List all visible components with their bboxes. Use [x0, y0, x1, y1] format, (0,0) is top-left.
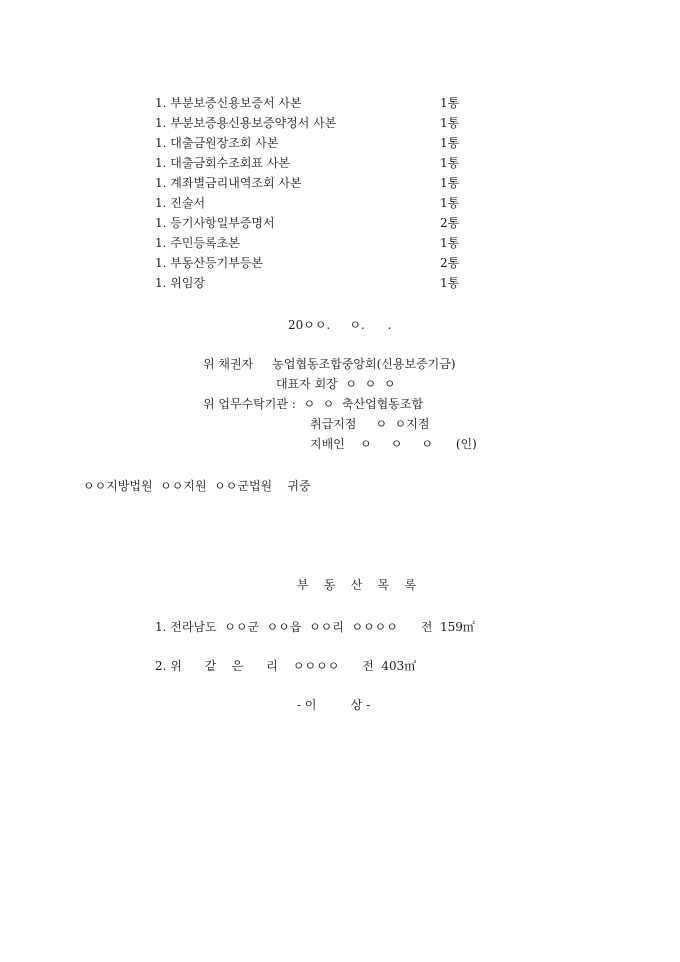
attachment-count: 1통 [440, 196, 460, 210]
handling-branch: 취급지점 ㅇ ㅇ지점 [310, 417, 430, 431]
attachment-count: 1통 [440, 176, 460, 190]
attachment-label: 1. 부분보증신용보증서 사본 [155, 96, 302, 110]
attachment-count: 1통 [440, 156, 460, 170]
attachment-count: 2통 [440, 256, 460, 270]
attachment-label: 1. 등기사항일부증명서 [155, 216, 275, 230]
attachment-label: 1. 계좌별금리내역조회 사본 [155, 176, 302, 190]
court-addressee: ㅇㅇ지방법원 ㅇㅇ지원 ㅇㅇ군법원 귀중 [83, 479, 311, 493]
attachment-count: 1통 [440, 96, 460, 110]
attachment-count: 1통 [440, 236, 460, 250]
property-list-title: 부 동 산 목 록 [297, 578, 416, 592]
attachment-label: 1. 부분보증용신용보증약정서 사본 [155, 116, 337, 130]
attachment-label: 1. 위임장 [155, 276, 206, 290]
attachment-label: 1. 부동산등기부등본 [155, 256, 264, 270]
trustee-institution: 위 업무수탁기관 : ㅇ ㅇ 축산업협동조합 [203, 397, 424, 411]
attachment-count: 2통 [440, 216, 460, 230]
attachment-count: 1통 [440, 136, 460, 150]
attachment-label: 1. 대출금원장조회 사본 [155, 136, 279, 150]
branch-manager: 지배인 ㅇ ㅇ ㅇ (인) [310, 437, 477, 451]
end-mark: - 이 상 - [297, 698, 371, 712]
attachment-label: 1. 주민등록초본 [155, 236, 240, 250]
document-date: 20ㅇㅇ. ㅇ. . [288, 318, 392, 332]
property-item: 1. 전라남도 ㅇㅇ군 ㅇㅇ읍 ㅇㅇ리 ㅇㅇㅇㅇ 전 159㎡ [155, 620, 475, 634]
creditor-representative: 대표자 회장 ㅇ ㅇ ㅇ [276, 377, 396, 391]
property-item: 2. 위 같 은 리 ㅇㅇㅇㅇ 전 403㎡ [155, 659, 417, 673]
attachment-label: 1. 진술서 [155, 196, 206, 210]
attachment-label: 1. 대출금회수조회표 사본 [155, 156, 290, 170]
attachment-count: 1통 [440, 116, 460, 130]
attachment-count: 1통 [440, 276, 460, 290]
creditor-name: 위 채권자 농업협동조합중앙회(신용보증기금) [203, 357, 456, 371]
